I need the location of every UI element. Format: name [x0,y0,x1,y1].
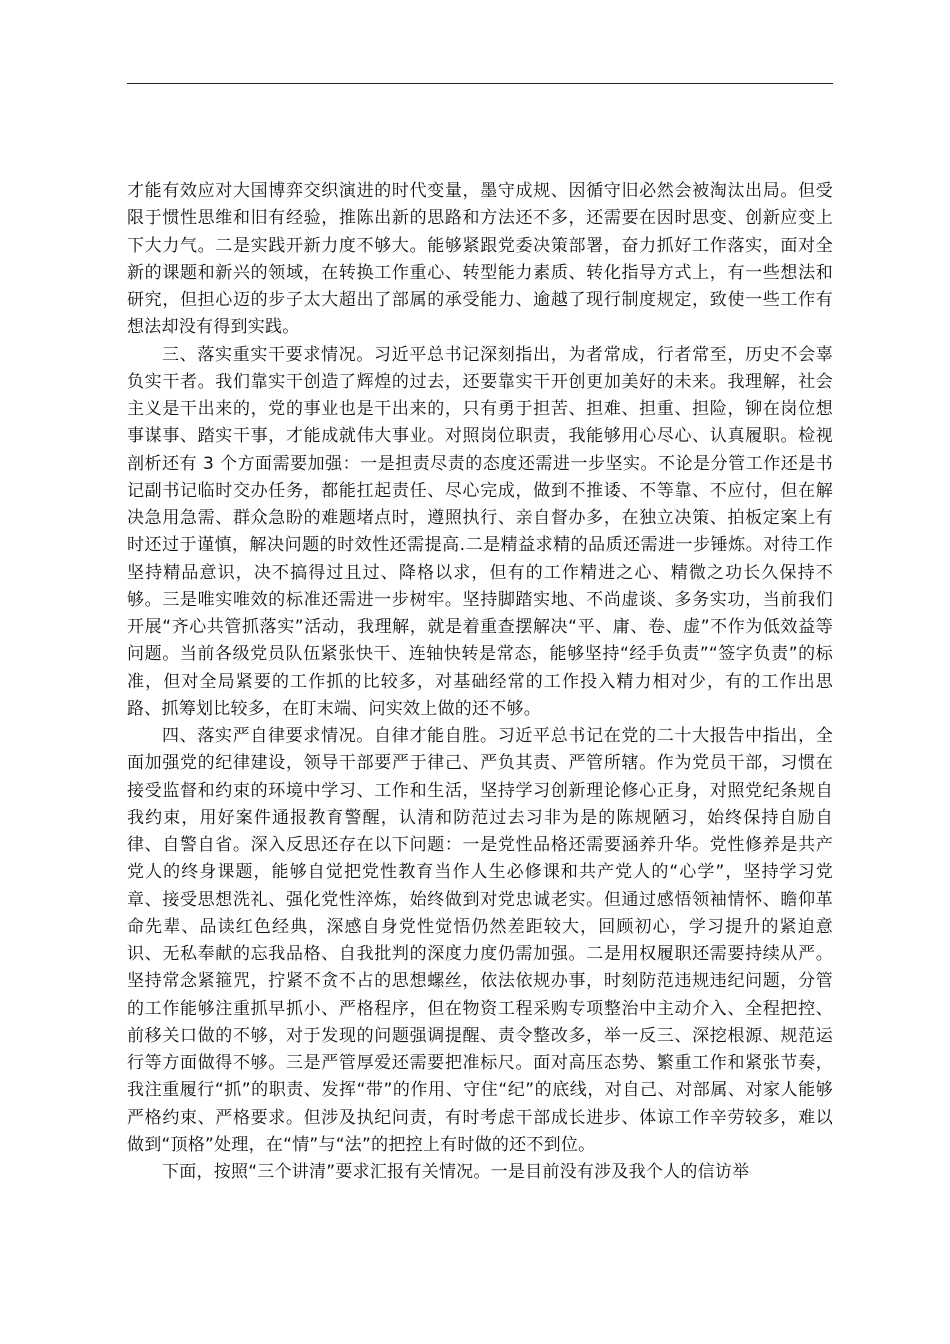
paragraph-section-three: 三、落实重实干要求情况。习近平总书记深刻指出，为者常成，行者常至，历史不会辜负实干者。我们靠实干创造了辉煌的过去，还要靠实干开创更加美好的未来。我理解，社会主义是干出来的，党的事业也是干出来的，只有勇于担苦、担难、担重、担险，铆在岗位想事谋事、踏实干事，才能成就伟大事业。对照岗位职责，我能够用心尽心、认真履职。检视剖析还有 3 个方面需要加强：一是担责尽责的态度还需进一步坚实。不论是分管工作还是书记副书记临时交办任务，都能扛起责任、尽心完成，做到不推诿、不等靠、不应付，但在解决急用急需、群众急盼的难题堵点时，遵照执行、亲自督办多，在独立决策、拍板定案上有时还过于谨慎，解决问题的时效性还需提高.二是精益求精的品质还需进一步锤炼。对待工作坚持精品意识，决不搞得过且过、降格以求，但有的工作精进之心、精微之功长久保持不够。三是唯实唯效的标准还需进一步树牢。坚持脚踏实地、不尚虚谈、多务实功，当前我们开展“齐心共管抓落实”活动，我理解，就是着重查摆解决“平、庸、卷、虚”不作为低效益等问题。当前各级党员队伍紧张快干、连轴快转是常态，能够坚持“经手负责”“签字负责”的标准，但对全局紧要的工作抓的比较多，对基础经常的工作投入精力相对少，有的工作出思路、抓筹划比较多，在盯末端、问实效上做的还不够。 [127,344,833,719]
paragraph-three-clarifications: 下面，按照“三个讲清”要求汇报有关情况。一是目前没有涉及我个人的信访举 [162,1162,750,1182]
paragraph-section-four: 四、落实严自律要求情况。自律才能自胜。习近平总书记在党的二十大报告中指出，全面加强党的纪律建设，领导干部要严于律己、严负其责、严管所辖。作为党员干部，习惯在接受监督和约束的环境中学习、工作和生活，坚持学习创新理论修心正身，对照党纪条规自我约束，用好案件通报教育警醒，认清和防范过去习非为是的陈规陋习，始终保持自励自律、自警自省。深入反思还存在以下问题：一是党性品格还需要涵养升华。党性修养是共产党人的终身课题，能够自觉把党性教育当作人生必修课和共产党人的“心学”，坚持学习党章、接受思想洗礼、强化党性淬炼，始终做到对党忠诚老实。但通过感悟领袖情怀、瞻仰革命先辈、品读红色经典，深感自身党性觉悟仍然差距较大，回顾初心，学习提升的紧迫意识、无私奉献的忘我品格、自我批判的深度力度仍需加强。二是用权履职还需要持续从严。坚持常念紧箍咒，拧紧不贪不占的思想螺丝，依法依规办事，时刻防范违规违纪问题，分管的工作能够注重抓早抓小、严格程序，但在物资工程采购专项整治中主动介入、全程把控、前移关口做的不够，对于发现的问题强调提醒、责令整改多，举一反三、深挖根源、规范运行等方面做得不够。三是严管厚爱还需要把准标尺。面对高压态势、繁重工作和紧张节奏，我注重履行“抓”的职责、发挥“带”的作用、守住“纪”的底线，对自己、对部属、对家人能够严格约束、严格要求。但涉及执纪问责，有时考虑干部成长进步、体谅工作辛劳较多，难以做到“顶格”处理，在“情”与“法”的把控上有时做的还不到位。 [127,726,833,1155]
document-body [127,178,833,1186]
paragraph-continuation: 才能有效应对大国博弈交织演进的时代变量，墨守成规、因循守旧必然会被淘汰出局。但受限于惯性思维和旧有经验，推陈出新的思路和方法还不多，还需要在因时思变、创新应变上下大力气。二是实践开新力度不够大。能够紧跟党委决策部署，奋力抓好工作落实，面对全新的课题和新兴的领域，在转换工作重心、转型能力素质、转化指导方式上，有一些想法和研究，但担心迈的步子太大超出了部属的承受能力、逾越了现行制度规定，致使一些工作有想法却没有得到实践。 [127,181,833,338]
header-divider [127,83,833,84]
